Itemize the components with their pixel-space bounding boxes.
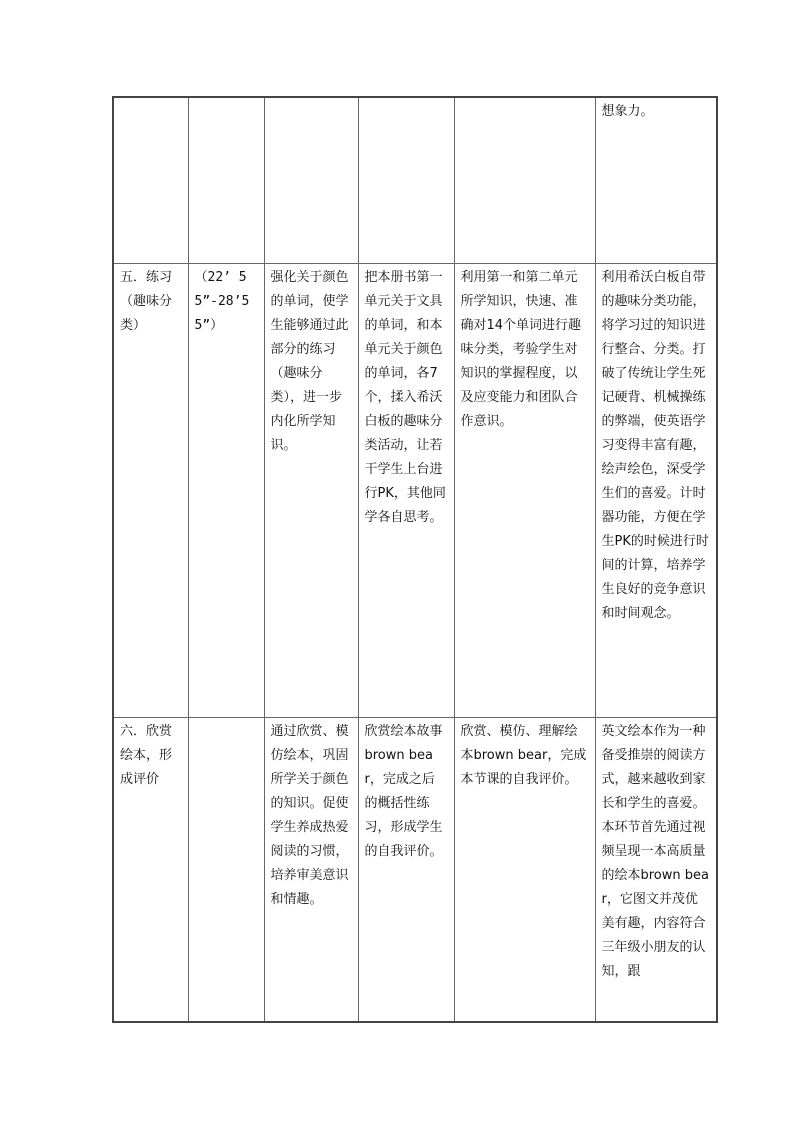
note-cell: 利用希沃白板自带的趣味分类功能，将学习过的知识进行整合、分类。打破了传统让学生死记硬背、机械操练的弊端，使英语学习变得丰富有趣，绘声绘色，深受学生们的喜爱。计时器功能，方便在学生PK的时候进行时间的计算，培养学生良好的竞争意识和时间观念。	[595, 263, 717, 717]
time-cell	[188, 97, 264, 263]
time-cell: （22’ 55”-28’55”）	[188, 263, 264, 717]
activity-cell	[358, 97, 454, 263]
goal-cell	[264, 97, 358, 263]
goal-cell: 强化关于颜色的单词，使学生能够通过此部分的练习（趣味分类），进一步内化所学知识。	[264, 263, 358, 717]
activity-cell: 欣赏绘本故事brown bear，完成之后的概括性练习，形成学生的自我评价。	[358, 717, 454, 1022]
table-row	[113, 717, 717, 1022]
stage-cell	[113, 97, 188, 263]
table-row	[113, 263, 717, 717]
goal-cell: 通过欣赏、模仿绘本，巩固所学关于颜色的知识。促使学生养成热爱阅读的习惯，培养审美意识和情趣。	[264, 717, 358, 1022]
note-cell: 想象力。	[595, 97, 717, 263]
stage-cell: 六．欣赏绘本，形成评价	[113, 717, 188, 1022]
method-cell	[454, 97, 595, 263]
table-row	[113, 97, 717, 263]
note-cell: 英文绘本作为一种备受推崇的阅读方式，越来越收到家长和学生的喜爱。本环节首先通过视频呈现一本高质量的绘本brown bear，它图文并茂优美有趣，内容符合三年级小朋友的认知，跟	[595, 717, 717, 1022]
stage-cell: 五．练习（趣味分类）	[113, 263, 188, 717]
time-cell	[188, 717, 264, 1022]
method-cell: 欣赏、模仿、理解绘本brown bear，完成本节课的自我评价。	[454, 717, 595, 1022]
method-cell: 利用第一和第二单元所学知识，快速、准确对14个单词进行趣味分类，考验学生对知识的掌握程度，以及应变能力和团队合作意识。	[454, 263, 595, 717]
activity-cell: 把本册书第一单元关于文具的单词，和本单元关于颜色的单词，各7个，揉入希沃白板的趣味分类活动，让若干学生上台进行PK，其他同学各自思考。	[358, 263, 454, 717]
lesson-plan-table	[112, 96, 718, 1023]
